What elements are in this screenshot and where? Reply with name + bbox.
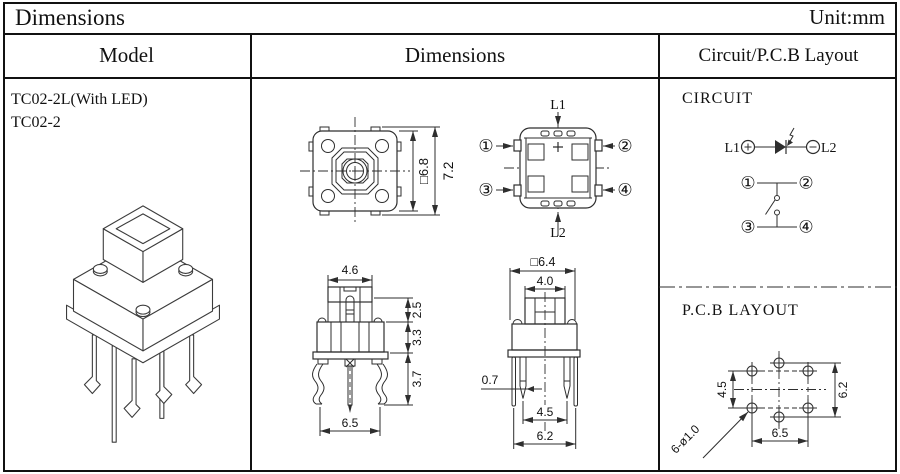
terminal-pin1: ① — [478, 136, 494, 156]
column-header-model — [3, 33, 250, 78]
pcb-col-pitch: 6.5 — [771, 426, 789, 440]
switch-lever-icon — [766, 200, 776, 215]
terminal-pin3: ③ — [478, 180, 494, 200]
title-row — [3, 2, 897, 33]
terminal-pin4: ④ — [617, 180, 633, 200]
column-header-circuit — [660, 33, 897, 78]
circuit-led-L2: L2 — [821, 141, 837, 156]
rule-col1 — [250, 33, 252, 470]
column-header-dimensions-label: Dimensions — [404, 43, 506, 67]
pcb-section-title: P.C.B LAYOUT — [682, 302, 799, 319]
svg-defs — [0, 0, 2, 2]
column-header-circuit-label: Circuit/P.C.B Layout — [698, 44, 859, 66]
side-foot-span: 6.5 — [341, 416, 359, 430]
circuit-led-L1: L1 — [724, 141, 740, 156]
circuit-section-title: CIRCUIT — [682, 90, 753, 107]
front-button-width: 4.0 — [536, 274, 554, 288]
pcb-led-pitch: 6.2 — [836, 381, 850, 399]
column-header-dimensions — [252, 33, 658, 78]
unit-label: Unit:mm — [809, 5, 885, 29]
circuit-diagram — [664, 116, 896, 240]
top-view-overall-size: 7.2 — [441, 161, 456, 181]
front-lead-thickness: 0.7 — [481, 373, 499, 387]
side-cap-height: 2.5 — [410, 301, 424, 319]
isometric-switch-drawing — [48, 192, 238, 470]
led-diode-icon — [775, 140, 786, 154]
page-title: Dimensions — [15, 4, 125, 30]
circuit-pcb-divider — [659, 283, 897, 291]
circuit-pin4: ④ — [798, 217, 814, 237]
front-inner-pitch: 4.5 — [536, 405, 554, 419]
top-view-body-size: □6.8 — [416, 158, 431, 184]
circuit-pin3: ③ — [740, 217, 756, 237]
terminal-lead-L2: L2 — [550, 226, 566, 241]
front-body-width: □6.4 — [530, 255, 556, 269]
side-cap-width: 4.6 — [341, 263, 359, 277]
side-lead-length: 3.7 — [410, 370, 424, 388]
model-variant-led: TC02-2L(With LED) — [11, 91, 148, 108]
front-outer-pitch: 6.2 — [536, 429, 554, 443]
circuit-pin2: ② — [798, 173, 814, 193]
front-view-drawing — [478, 255, 600, 452]
side-body-height: 3.3 — [410, 329, 424, 346]
terminal-pin2: ② — [617, 136, 633, 156]
column-header-model-label: Model — [99, 43, 154, 67]
pcb-layout-drawing — [664, 330, 856, 468]
model-numbers — [11, 88, 148, 134]
circuit-pin1: ① — [740, 173, 756, 193]
model-variant-standard: TC02-2 — [11, 114, 61, 131]
terminal-lead-L1: L1 — [550, 98, 566, 113]
pcb-row-pitch: 4.5 — [715, 381, 729, 398]
terminal-view-drawing — [468, 93, 662, 242]
top-view-drawing — [296, 100, 466, 232]
pcb-hole-spec: 6-ø1.0 — [667, 421, 703, 457]
side-view-drawing — [298, 262, 434, 442]
